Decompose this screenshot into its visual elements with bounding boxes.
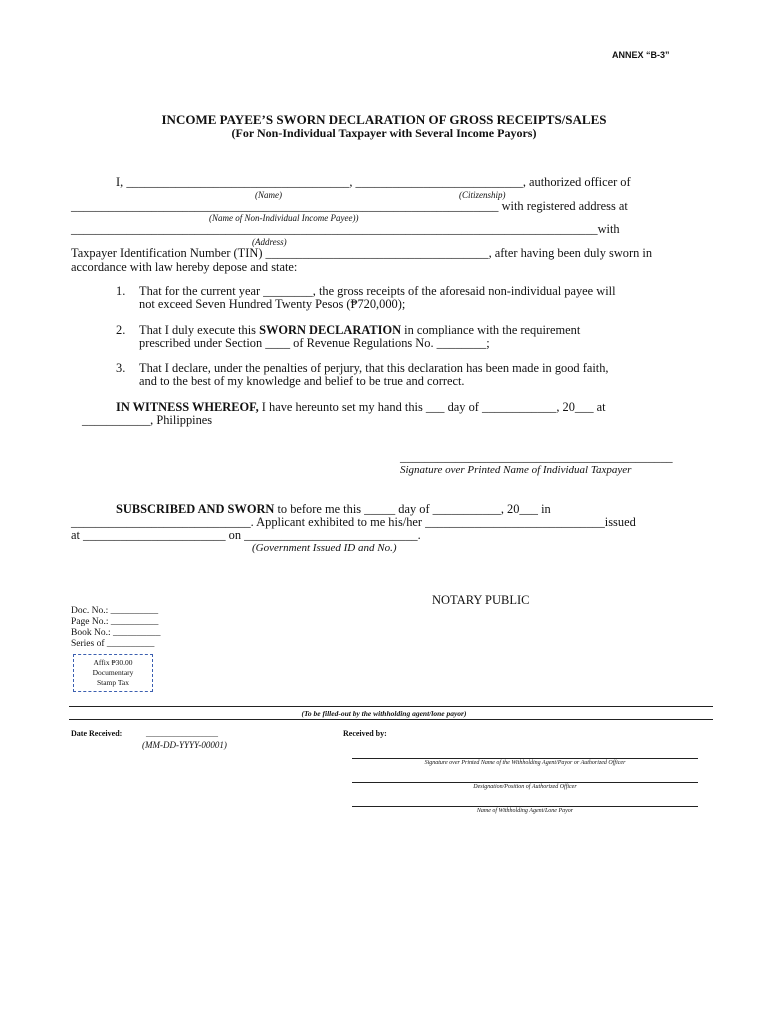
stamp-line-3: Stamp Tax bbox=[96, 678, 130, 687]
item-3-line-1: That I declare, under the penalties of perjury, that this declaration has been made in good faith, bbox=[139, 361, 609, 375]
subscribed-line-1: SUBSCRIBED AND SWORN to before me this _____ day of ___________, 20___ in bbox=[116, 502, 551, 516]
agent-name-line bbox=[352, 806, 698, 807]
documentary-stamp-box bbox=[73, 654, 153, 692]
caption-citizenship: (Citizenship) bbox=[459, 190, 506, 200]
designation-line bbox=[352, 782, 698, 783]
agent-name-caption: Name of Withholding Agent/Lone Payor bbox=[476, 808, 574, 814]
withholding-agent-signature-caption: Signature over Printed Name of the Withholding Agent/Payor or Authorized Officer bbox=[424, 760, 626, 766]
series-line: Series of __________ bbox=[71, 639, 155, 649]
signature-caption: Signature over Printed Name of Individual Taxpayer bbox=[400, 464, 632, 476]
stamp-line-1: Affix ₱30.00 bbox=[93, 658, 133, 667]
intro-line-3: _____________________________________________________________________________________with bbox=[71, 222, 620, 236]
item-2-line-1: That I duly execute this SWORN DECLARATION in compliance with the requirement bbox=[139, 323, 581, 337]
stamp-line-2: Documentary bbox=[92, 668, 134, 677]
item-2-line-2: prescribed under Section ____ of Revenue Regulations No. ________; bbox=[139, 336, 490, 350]
doc-no-line: Doc. No.: __________ bbox=[71, 606, 159, 616]
date-format-hint: (MM-DD-YYYY-00001) bbox=[142, 740, 227, 750]
caption-payee-name: (Name of Non-Individual Income Payee)) bbox=[209, 213, 359, 223]
date-received-blank: __________________ bbox=[146, 729, 218, 738]
witness-line-2: ___________, Philippines bbox=[82, 413, 213, 427]
document-title: INCOME PAYEE’S SWORN DECLARATION OF GROSS RECEIPTS/SALES bbox=[161, 112, 607, 127]
footer-note: (To be filled-out by the withholding agent/lone payor) bbox=[301, 709, 467, 718]
page-no-line: Page No.: __________ bbox=[71, 617, 159, 627]
intro-line-5: accordance with law hereby depose and state: bbox=[71, 260, 298, 274]
item-1-line-1: That for the current year ________, the gross receipts of the aforesaid non-individual payee will bbox=[139, 284, 616, 298]
witness-line-1: IN WITNESS WHEREOF, I have hereunto set my hand this ___ day of ____________, 20___ at bbox=[116, 400, 606, 414]
id-caption: (Government Issued ID and No.) bbox=[252, 542, 397, 554]
annex-label: ANNEX “B-3” bbox=[612, 50, 670, 60]
withholding-agent-signature-line bbox=[352, 758, 698, 759]
item-3-line-2: and to the best of my knowledge and belief to be true and correct. bbox=[139, 374, 465, 388]
document-subtitle: (For Non-Individual Taxpayer with Several Income Payors) bbox=[231, 126, 537, 140]
item-1-line-2: not exceed Seven Hundred Twenty Pesos (₱720,000); bbox=[139, 297, 406, 311]
item-2-number: 2. bbox=[116, 323, 126, 337]
received-by-label: Received by: bbox=[343, 729, 387, 738]
intro-line-4: Taxpayer Identification Number (TIN) ____________________________________, after having been duly sworn in bbox=[71, 246, 653, 260]
date-received-label: Date Received: bbox=[71, 729, 123, 738]
caption-name: (Name) bbox=[255, 190, 282, 200]
item-3-number: 3. bbox=[116, 361, 126, 375]
intro-line-2: _____________________________________________________________________ with registered address at bbox=[71, 199, 628, 213]
designation-caption: Designation/Position of Authorized Officer bbox=[473, 784, 577, 790]
item-1-number: 1. bbox=[116, 284, 126, 298]
subscribed-line-3: at _______________________ on ____________________________. bbox=[71, 528, 421, 542]
book-no-line: Book No.: __________ bbox=[71, 628, 161, 638]
intro-line-1: I, ____________________________________, ___________________________, authorized officer of bbox=[116, 175, 631, 189]
notary-public-label: NOTARY PUBLIC bbox=[432, 593, 530, 607]
footer-top-rule bbox=[69, 706, 713, 707]
signature-line: ____________________________________________ bbox=[400, 450, 673, 464]
footer-bottom-rule bbox=[69, 719, 713, 720]
subscribed-line-2: _____________________________. Applicant exhibited to me his/her _____________________________issued bbox=[71, 515, 636, 529]
caption-address: (Address) bbox=[252, 237, 287, 247]
